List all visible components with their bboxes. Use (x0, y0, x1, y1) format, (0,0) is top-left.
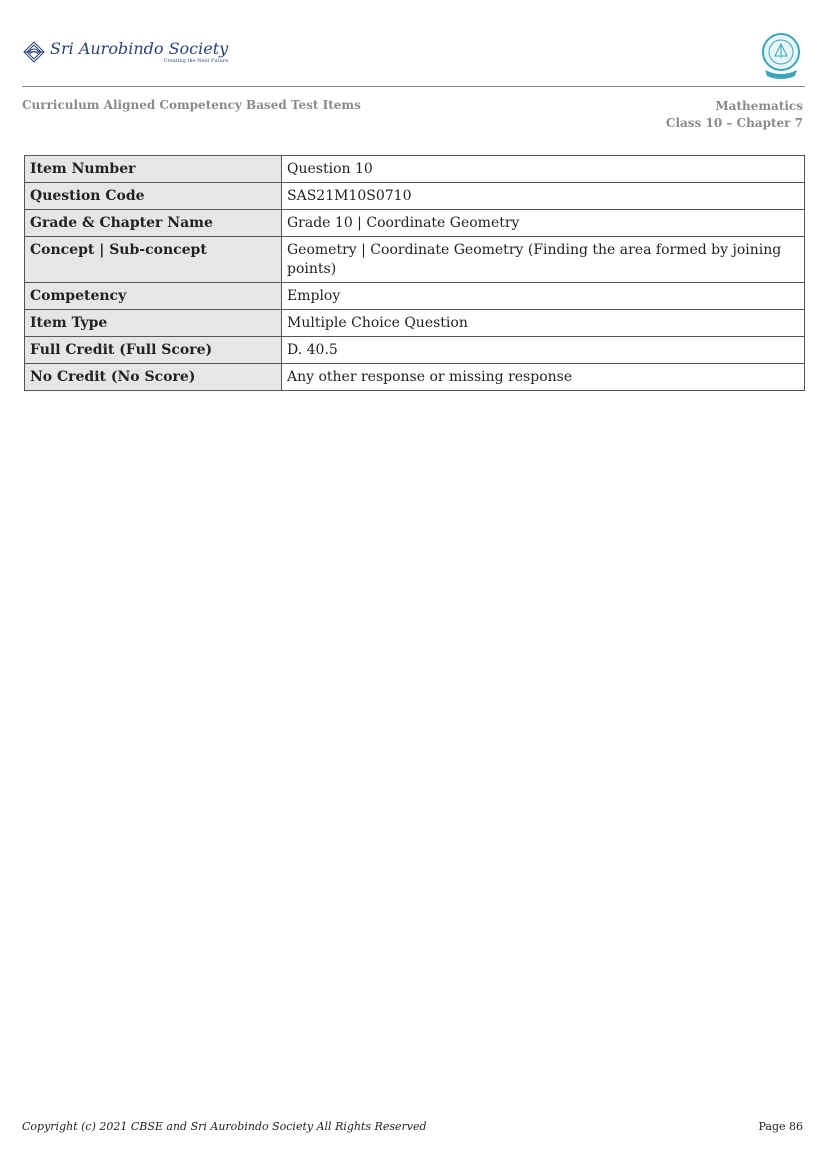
lotus-icon (22, 41, 46, 63)
row-label: Question Code (25, 183, 282, 210)
row-label: No Credit (No Score) (25, 364, 282, 391)
table-row (25, 237, 805, 283)
sri-aurobindo-society-logo (22, 34, 228, 70)
table-row (25, 210, 805, 237)
row-label: Full Credit (Full Score) (25, 337, 282, 364)
row-value: Employ (282, 283, 805, 310)
row-value: Any other response or missing response (282, 364, 805, 391)
row-value: Geometry | Coordinate Geometry (Finding the area formed by joining points) (282, 237, 805, 283)
row-value: Multiple Choice Question (282, 310, 805, 337)
copyright-notice: Copyright (c) 2021 CBSE and Sri Aurobindo Society All Rights Reserved (22, 1120, 427, 1133)
table-row (25, 364, 805, 391)
subject-chapter (666, 98, 803, 132)
cbse-logo (759, 32, 803, 82)
row-value: SAS21M10S0710 (282, 183, 805, 210)
logo-title: Sri Aurobindo Society (50, 38, 229, 58)
row-label: Item Type (25, 310, 282, 337)
cbse-seal-icon (759, 32, 803, 82)
class-chapter-label: Class 10 – Chapter 7 (665, 116, 803, 130)
table-row (25, 310, 805, 337)
row-label: Item Number (25, 156, 282, 183)
row-value: D. 40.5 (282, 337, 805, 364)
row-label: Competency (25, 283, 282, 310)
page-number: Page 86 (758, 1120, 803, 1133)
table-row (25, 283, 805, 310)
logo-tagline: Creating the Next Future (163, 57, 229, 64)
subject-label: Mathematics (715, 99, 803, 113)
row-label: Concept | Sub-concept (25, 237, 282, 283)
page-header (22, 30, 805, 87)
curriculum-title: Curriculum Aligned Competency Based Test Items (22, 98, 361, 112)
row-label: Grade & Chapter Name (25, 210, 282, 237)
table-row (25, 183, 805, 210)
table-row (25, 156, 805, 183)
item-info-table (24, 155, 805, 391)
row-value: Question 10 (282, 156, 805, 183)
row-value: Grade 10 | Coordinate Geometry (282, 210, 805, 237)
table-row (25, 337, 805, 364)
